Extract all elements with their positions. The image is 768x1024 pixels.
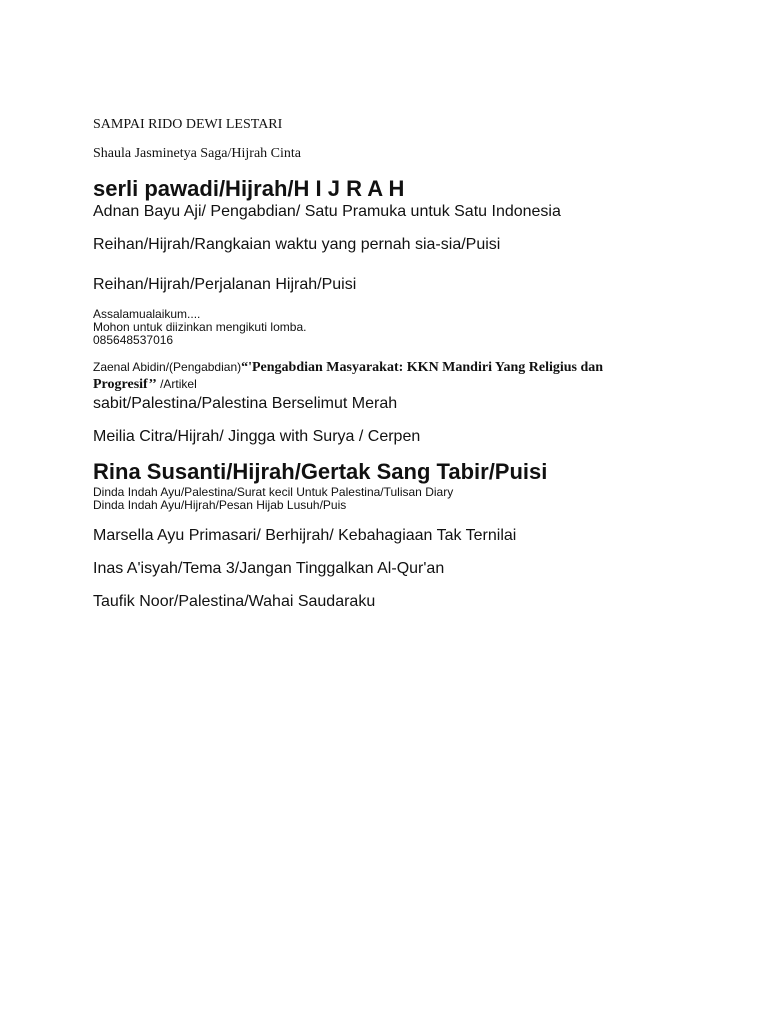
entry-line-large: serli pawadi/Hijrah/H I J R A H: [93, 176, 405, 201]
entry-line: Shaula Jasminetya Saga/Hijrah Cinta: [93, 146, 302, 161]
entry-line: Marsella Ayu Primasari/ Berhijrah/ Kebahagiaan Tak Ternilai: [93, 527, 517, 544]
entry-line: Reihan/Hijrah/Rangkaian waktu yang pernah sia-sia/Puisi: [93, 236, 501, 253]
entry-line: Meilia Citra/Hijrah/ Jingga with Surya / Cerpen: [93, 428, 421, 445]
entry-line: sabit/Palestina/Palestina Berselimut Merah: [93, 395, 398, 412]
entry-line-small: Dinda Indah Ayu/Hijrah/Pesan Hijab Lusuh/Puis: [93, 498, 347, 512]
entry-line: Inas A'isyah/Tema 3/Jangan Tinggalkan Al-Qur'an: [93, 560, 445, 577]
entry-author: Zaenal Abidin/(Pengabdian): [93, 360, 242, 374]
message-line: Mohon untuk diizinkan mengikuti lomba.: [93, 320, 307, 334]
entry-type: /Artikel: [156, 377, 197, 391]
phone-number: 085648537016: [93, 333, 174, 347]
entry-line-large: Rina Susanti/Hijrah/Gertak Sang Tabir/Puisi: [93, 459, 548, 484]
message-line: Assalamualaikum....: [93, 307, 201, 321]
entry-line: [93, 360, 603, 376]
entry-line-small: Dinda Indah Ayu/Palestina/Surat kecil Untuk Palestina/Tulisan Diary: [93, 485, 454, 499]
entry-line: [93, 377, 197, 393]
entry-line: Taufik Noor/Palestina/Wahai Saudaraku: [93, 593, 376, 610]
heading-line: SAMPAI RIDO DEWI LESTARI: [93, 117, 283, 132]
entry-line: Reihan/Hijrah/Perjalanan Hijrah/Puisi: [93, 276, 357, 293]
entry-line: Adnan Bayu Aji/ Pengabdian/ Satu Pramuka untuk Satu Indonesia: [93, 203, 561, 220]
entry-title-bold: Progresif’’: [93, 377, 157, 392]
entry-title-bold: “'Pengabdian Masyarakat: KKN Mandiri Yang Religius dan: [241, 360, 604, 375]
